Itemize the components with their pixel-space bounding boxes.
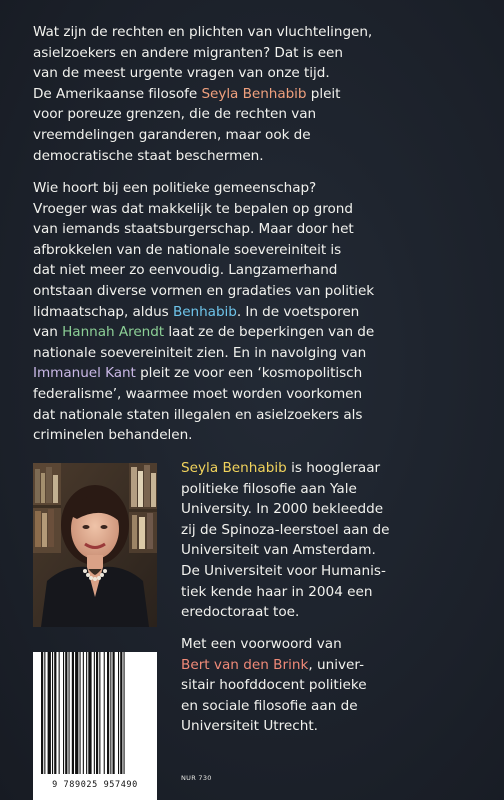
author-portrait-image xyxy=(33,463,157,627)
barcode-bars xyxy=(33,652,157,782)
text-line: ontstaan diverse vormen en gradaties van politiek xyxy=(33,282,375,299)
name-highlight-arendt: Hannah Arendt xyxy=(62,324,165,341)
name-highlight-benhabib: Benhabib xyxy=(172,303,237,320)
text-line: van de meest urgente vragen van onze tijd. xyxy=(33,65,330,82)
text-line: van iemands staatsburgerschap. Maar door het xyxy=(33,221,354,238)
text-line: De Universiteit voor Humanis- xyxy=(181,562,386,579)
intro-paragraph xyxy=(33,22,483,166)
text-segment: lidmaatschap, aldus xyxy=(33,303,173,320)
text-line xyxy=(33,322,483,343)
text-line: afbrokkelen van de nationale soevereiniteit is xyxy=(33,241,342,258)
text-segment: De Amerikaanse filosofe xyxy=(33,85,202,102)
text-line xyxy=(181,655,481,676)
text-line: University. In 2000 bekleedde xyxy=(181,501,384,518)
text-segment: is hoogleraar xyxy=(286,460,381,476)
text-line xyxy=(33,84,483,105)
isbn-number: 9 789025 957490 xyxy=(52,780,138,790)
foreword-author-highlight: Bert van den Brink xyxy=(181,656,309,673)
text-line: asielzoekers en andere migranten? Dat is een xyxy=(33,44,343,61)
author-name-highlight: Seyla Benhabib xyxy=(181,460,287,476)
body-paragraph xyxy=(33,178,483,446)
text-line xyxy=(181,458,481,479)
text-segment: van xyxy=(33,324,63,341)
text-line: eredoctoraat toe. xyxy=(181,604,300,621)
isbn-barcode xyxy=(33,652,157,800)
foreword-credit xyxy=(181,634,481,737)
text-line: zij de Spinoza-leerstoel aan de xyxy=(181,521,390,538)
text-line: nationale soevereiniteit zien. En in navolging van xyxy=(33,344,367,361)
author-name-highlight: Seyla Benhabib xyxy=(201,85,307,102)
text-line: politieke filosofie aan Yale xyxy=(181,480,357,497)
text-line: criminelen behandelen. xyxy=(33,427,193,444)
text-line xyxy=(33,302,483,323)
author-photo xyxy=(33,463,157,627)
text-line: Universiteit Utrecht. xyxy=(181,718,318,735)
nur-code: NUR 730 xyxy=(181,774,212,782)
text-line: Wat zijn de rechten en plichten van vluchtelingen, xyxy=(33,24,373,40)
name-highlight-kant: Immanuel Kant xyxy=(33,365,136,382)
text-line: voor poreuze grenzen, die de rechten van xyxy=(33,106,317,123)
text-segment: laat ze de beperkingen van de xyxy=(164,324,375,341)
text-line: Wie hoort bij een politieke gemeenschap? xyxy=(33,180,317,196)
text-segment: pleit ze voor een ‘kosmopolitisch xyxy=(135,365,363,382)
text-segment: , univer- xyxy=(308,656,365,673)
text-line xyxy=(33,363,483,384)
text-line: en sociale filosofie aan de xyxy=(181,697,358,714)
text-segment: pleit xyxy=(306,85,341,102)
author-bio xyxy=(181,458,481,623)
text-line: dat niet meer zo eenvoudig. Langzamerhand xyxy=(33,262,338,279)
text-line: Vroeger was dat makkelijk te bepalen op grond xyxy=(33,200,353,217)
text-line: sitair hoofddocent politieke xyxy=(181,677,367,694)
text-line: federalisme’, waarmee moet worden voorkomen xyxy=(33,385,363,402)
text-line: Met een voorwoord van xyxy=(181,636,342,652)
text-line: democratische staat beschermen. xyxy=(33,147,264,164)
text-segment: . In de voetsporen xyxy=(236,303,360,320)
text-line: Universiteit van Amsterdam. xyxy=(181,542,376,559)
text-line: tiek kende haar in 2004 een xyxy=(181,583,373,600)
text-line: vreemdelingen garanderen, maar ook de xyxy=(33,126,311,143)
text-line: dat nationale staten illegalen en asielzoekers als xyxy=(33,406,363,423)
